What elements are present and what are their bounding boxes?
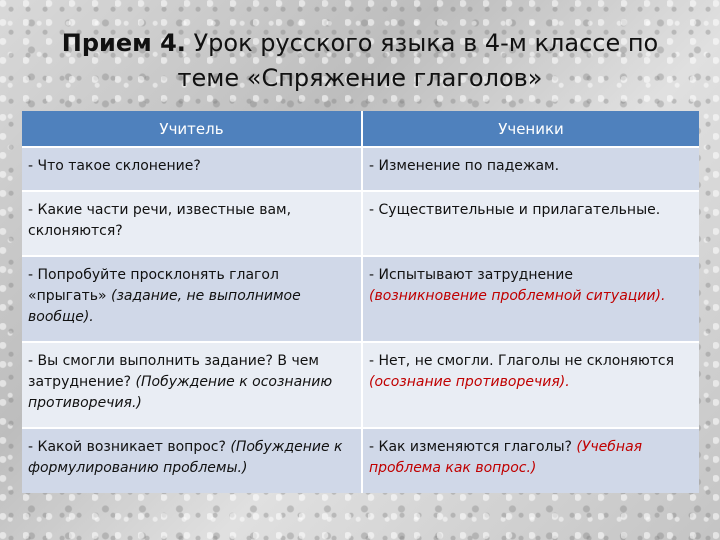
student-cell [362, 256, 699, 342]
header-teacher: Учитель [22, 111, 362, 147]
teacher-text: - Вы смогли выполнить задание? В чем затруднение? [28, 353, 319, 390]
teacher-note: (задание, не выполнимое вообще). [28, 288, 301, 325]
teacher-cell [22, 147, 362, 191]
table-row [22, 191, 699, 256]
student-text: - Изменение по падежам. [369, 158, 560, 174]
student-text: - Существительные и прилагательные. [369, 202, 661, 218]
title-line1-rest: Урок русского языка в 4-м классе по [185, 29, 659, 57]
title-line2: теме «Спряжение глаголов» [177, 64, 543, 92]
student-cell [362, 147, 699, 191]
teacher-text: - Какие части речи, известные вам, склоняются? [28, 202, 292, 239]
teacher-text: - Что такое склонение? [28, 158, 201, 174]
teacher-cell [22, 428, 362, 493]
title-bold: Прием 4. [61, 29, 186, 57]
student-note: (возникновение проблемной ситуации). [369, 288, 666, 304]
teacher-cell [22, 256, 362, 342]
student-text: - Испытывают затруднение [369, 267, 573, 283]
table-row [22, 342, 699, 428]
header-students: Ученики [362, 111, 699, 147]
teacher-note: (Побуждение к формулированию проблемы.) [28, 439, 343, 476]
student-cell [362, 191, 699, 256]
teacher-text: - Какой возникает вопрос? [28, 439, 231, 455]
teacher-text: - Попробуйте просклонять глагол «прыгать» [28, 267, 279, 304]
student-text: - Как изменяются глаголы? [369, 439, 577, 455]
teacher-cell [22, 191, 362, 256]
student-cell [362, 342, 699, 428]
student-text: - Нет, не смогли. Глаголы не склоняются [369, 353, 674, 369]
student-cell [362, 428, 699, 493]
student-note: (Учебная проблема как вопрос.) [369, 439, 643, 476]
table-header-row [22, 111, 699, 147]
table-row [22, 428, 699, 493]
table-row [22, 147, 699, 191]
dialogue-table [22, 111, 699, 493]
teacher-cell [22, 342, 362, 428]
table-row [22, 256, 699, 342]
slide-title [20, 26, 700, 96]
teacher-note: (Побуждение к осознанию противоречия.) [28, 374, 333, 411]
student-note: (осознание противоречия). [369, 374, 570, 390]
